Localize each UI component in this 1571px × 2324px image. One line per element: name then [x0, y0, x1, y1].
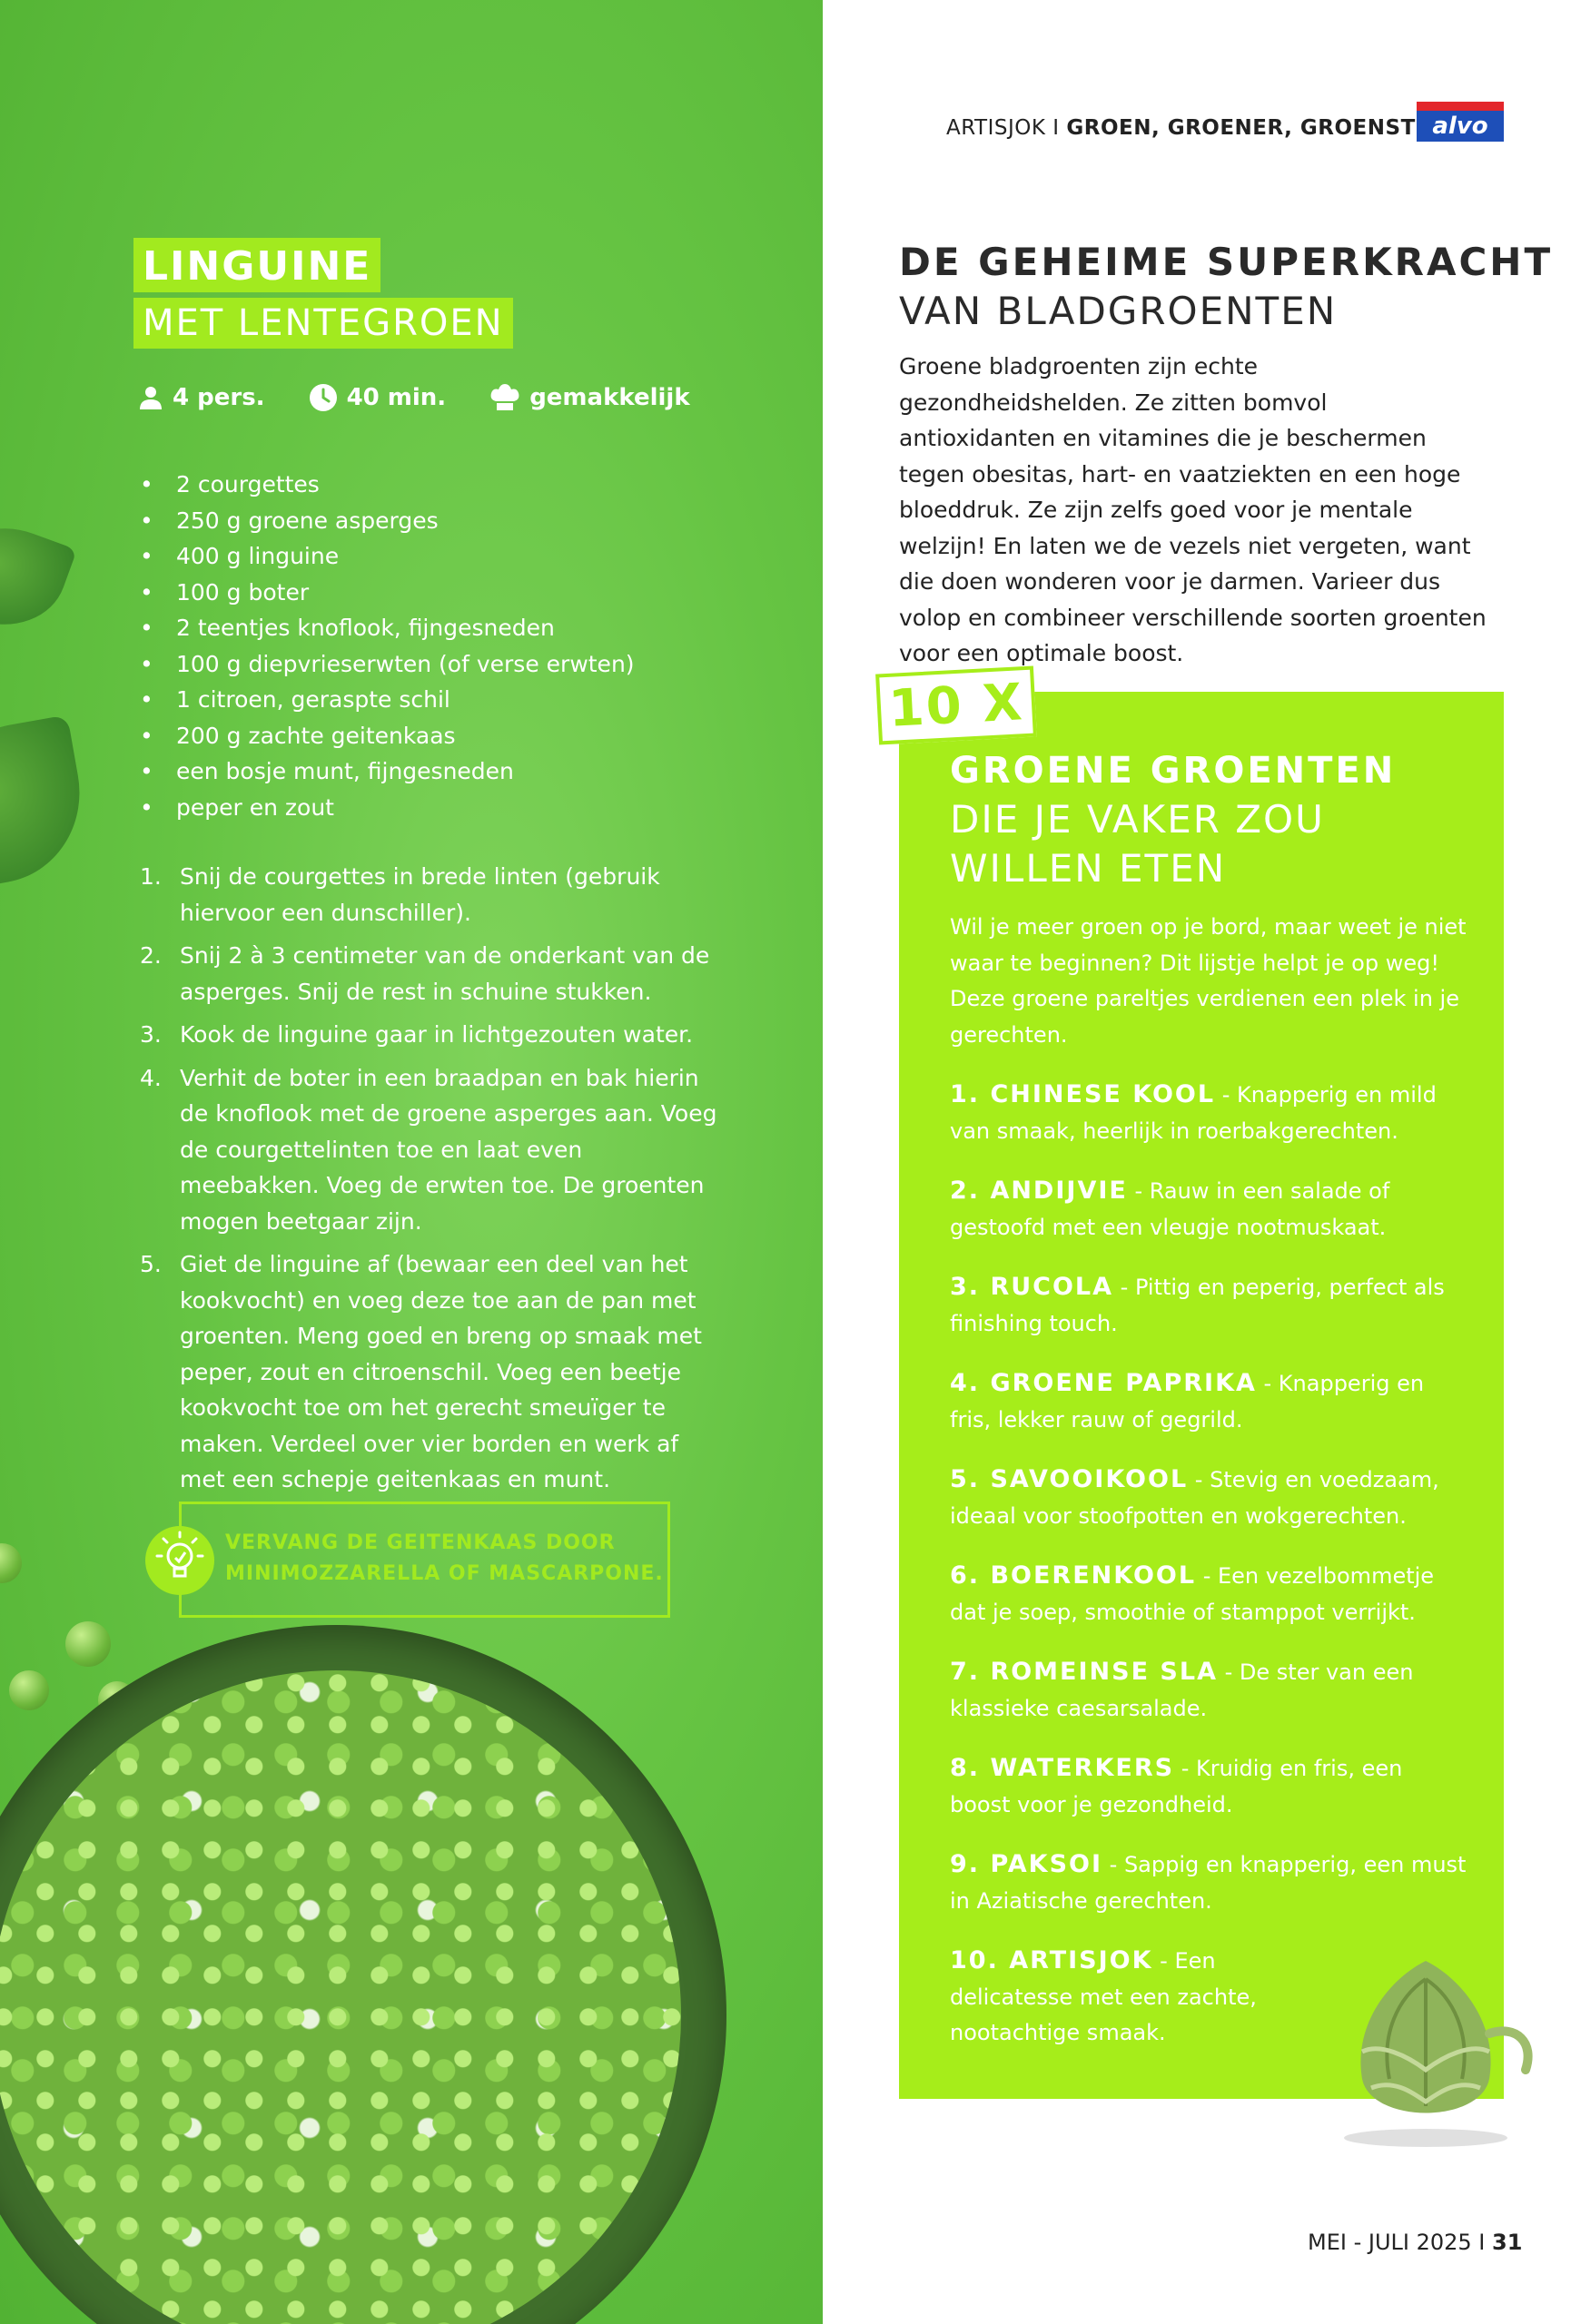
list-item: • 2 courgettes — [138, 467, 701, 503]
time-text: 40 min. — [346, 384, 447, 411]
vegetable-desc: - Een delicatesse met een zachte, nootachtige smaak. — [950, 1948, 1257, 2045]
list-item — [950, 1173, 1467, 1246]
list-item — [950, 1365, 1467, 1438]
artichoke-image — [1308, 1943, 1544, 2152]
vegetable-name: 2. ANDIJVIE — [950, 1177, 1128, 1205]
recipe-title-sub: MET LENTEGROEN — [133, 298, 513, 349]
pea-bowl-image — [0, 1625, 726, 2324]
vegetable-name: 8. WATERKERS — [950, 1754, 1175, 1782]
box-intro: Wil je meer groen op je bord, maar weet je niet waar te beginnen? Dit lijstje helpt je op weg! Deze groene pareltjes verdienen een plek in je gerechten. — [950, 914, 1467, 1048]
person-icon — [138, 385, 163, 410]
pea-image — [9, 1670, 49, 1710]
article-title-line-2: VAN BLADGROENTEN — [899, 289, 1338, 333]
tip-line-1: VERVANG DE GEITENKAAS DOOR — [225, 1531, 616, 1554]
pea-image — [0, 1543, 22, 1583]
alvo-logo — [1417, 102, 1504, 142]
difficulty — [489, 383, 689, 412]
box-title-line-2: DIE JE VAKER ZOU — [950, 797, 1325, 842]
servings — [138, 384, 265, 411]
step-number: 4. — [140, 1064, 162, 1091]
step-text: Kook de linguine gaar in lichtgezouten water. — [180, 1021, 694, 1048]
vegetable-name: 9. PAKSOI — [950, 1850, 1103, 1878]
clock-icon — [309, 383, 338, 412]
ingredient-list — [138, 467, 701, 825]
page-header — [946, 116, 1416, 140]
box-title — [950, 746, 1396, 893]
step-number: 1. — [140, 863, 162, 890]
list-item: • een bosje munt, fijngesneden — [138, 753, 701, 790]
step-text: Snij de courgettes in brede linten (gebruik hiervoor een dunschiller). — [180, 863, 660, 926]
step-list — [138, 859, 728, 1505]
list-item — [950, 1269, 1467, 1342]
vegetable-desc: - Een vezelbommetje dat je soep, smoothie of stamppot verrijkt. — [950, 1563, 1435, 1625]
tip-box — [179, 1502, 670, 1618]
vegetable-name: 7. ROMEINSE SLA — [950, 1658, 1218, 1686]
list-item: • 1 citroen, geraspte schil — [138, 682, 701, 718]
list-item — [950, 1654, 1467, 1727]
step-item — [138, 859, 728, 931]
step-item — [138, 1060, 728, 1240]
badge-10x: 10 X — [875, 666, 1037, 745]
vegetable-list — [950, 1077, 1467, 2075]
list-item — [950, 1462, 1467, 1534]
list-item: • 100 g diepvrieserwten (of verse erwten) — [138, 646, 701, 683]
vegetable-name: 4. GROENE PAPRIKA — [950, 1369, 1257, 1397]
step-number: 3. — [140, 1021, 162, 1048]
tip-text — [225, 1528, 664, 1590]
list-item: • 200 g zachte geitenkaas — [138, 718, 701, 754]
difficulty-text: gemakkelijk — [529, 384, 690, 411]
list-item — [950, 1558, 1467, 1630]
logo-text: alvo — [1432, 113, 1488, 140]
tip-line-2: MINIMOZZARELLA OF MASCARPONE. — [225, 1562, 664, 1585]
page-footer — [1308, 2230, 1522, 2255]
vegetable-desc: - Rauw in een salade of gestoofd met een vleugje nootmuskaat. — [950, 1178, 1390, 1240]
vegetable-desc: - De ster van een klassieke caesarsalade. — [950, 1659, 1414, 1721]
step-text: Verhit de boter in een braadpan en bak hierin de knoflook met de groene asperges aan. Voeg de courgettelinten toe en laat even meebakken. Voeg de erwten toe. De groenten mogen beetgaar zijn. — [180, 1064, 717, 1235]
recipe-title-main: LINGUINE — [133, 238, 380, 292]
step-text: Giet de linguine af (bewaar een deel van het kookvocht) en voeg deze toe aan de pan met groenten. Meng goed en breng op smaak met peper, zout en citroenschil. Voeg een beetje kookvocht toe om het gerecht smeuïger te maken. Verdeel over vier borden en werk af met een schepje geitenkaas en munt. — [180, 1251, 702, 1492]
page-number: 31 — [1492, 2230, 1523, 2255]
list-item: • peper en zout — [138, 790, 701, 826]
issue-date: MEI - JULI 2025 I — [1308, 2230, 1493, 2255]
article-title — [899, 238, 1553, 336]
vegetable-desc: - Knapperig en mild van smaak, heerlijk in roerbakgerechten. — [950, 1082, 1437, 1144]
list-item: • 250 g groene asperges — [138, 503, 701, 539]
vegetable-name: 6. BOERENKOOL — [950, 1561, 1197, 1590]
mint-leaf-image — [0, 714, 94, 891]
vegetable-name: 5. SAVOOIKOOL — [950, 1465, 1189, 1493]
recipe-title — [133, 238, 513, 349]
vegetable-desc: - Sappig en knapperig, een must in Aziatische gerechten. — [950, 1852, 1467, 1914]
step-item — [138, 1017, 728, 1053]
mint-leaf-image — [0, 509, 77, 644]
list-item — [950, 1077, 1467, 1149]
vegetable-desc: - Knapperig en fris, lekker rauw of gegrild. — [950, 1371, 1425, 1433]
time — [309, 383, 447, 412]
vegetable-name: 10. ARTISJOK — [950, 1946, 1153, 1974]
section-label: ARTISJOK I — [946, 116, 1067, 140]
recipe-meta — [138, 383, 721, 412]
lightbulb-icon — [145, 1526, 214, 1595]
section-title: GROEN, GROENER, GROENST — [1066, 116, 1416, 140]
list-item — [950, 1750, 1467, 1823]
article-title-line-1: DE GEHEIME SUPERKRACHT — [899, 240, 1554, 284]
box-title-line-3: WILLEN ETEN — [950, 846, 1227, 891]
vegetable-desc: - Kruidig en fris, een boost voor je gezondheid. — [950, 1756, 1403, 1817]
list-item: • 2 teentjes knoflook, fijngesneden — [138, 610, 701, 646]
article-intro: Groene bladgroenten zijn echte gezondheidshelden. Ze zitten bomvol antioxidanten en vitamines die je beschermen tegen obesitas, hart- en vaatziekten en een hoge bloeddruk. Ze zijn zelfs goed voor je mentale welzijn! En laten we de vezels niet vergeten, want die doen wonderen voor je darmen. Varieer dus volop en combineer verschillende soorten groenten voor een optimale boost. — [899, 353, 1487, 666]
chef-hat-icon — [489, 383, 520, 412]
peas-image — [0, 1670, 681, 2324]
box-title-line-1: GROENE GROENTEN — [950, 750, 1397, 792]
step-number: 2. — [140, 942, 162, 969]
step-number: 5. — [140, 1251, 162, 1277]
vegetable-desc: - Stevig en voedzaam, ideaal voor stoofpotten en wokgerechten. — [950, 1467, 1439, 1529]
servings-text: 4 pers. — [173, 384, 265, 411]
step-item — [138, 1246, 728, 1498]
list-item: • 400 g linguine — [138, 538, 701, 575]
pea-image — [65, 1621, 111, 1667]
list-item — [950, 1846, 1467, 1919]
vegetable-name: 3. RUCOLA — [950, 1273, 1114, 1301]
step-item — [138, 938, 728, 1009]
list-item — [950, 1943, 1313, 2052]
step-text: Snij 2 à 3 centimeter van de onderkant van de asperges. Snij de rest in schuine stukken. — [180, 942, 710, 1005]
list-item: • 100 g boter — [138, 575, 701, 611]
vegetable-desc: - Pittig en peperig, perfect als finishing touch. — [950, 1275, 1445, 1336]
vegetable-name: 1. CHINESE KOOL — [950, 1080, 1216, 1108]
